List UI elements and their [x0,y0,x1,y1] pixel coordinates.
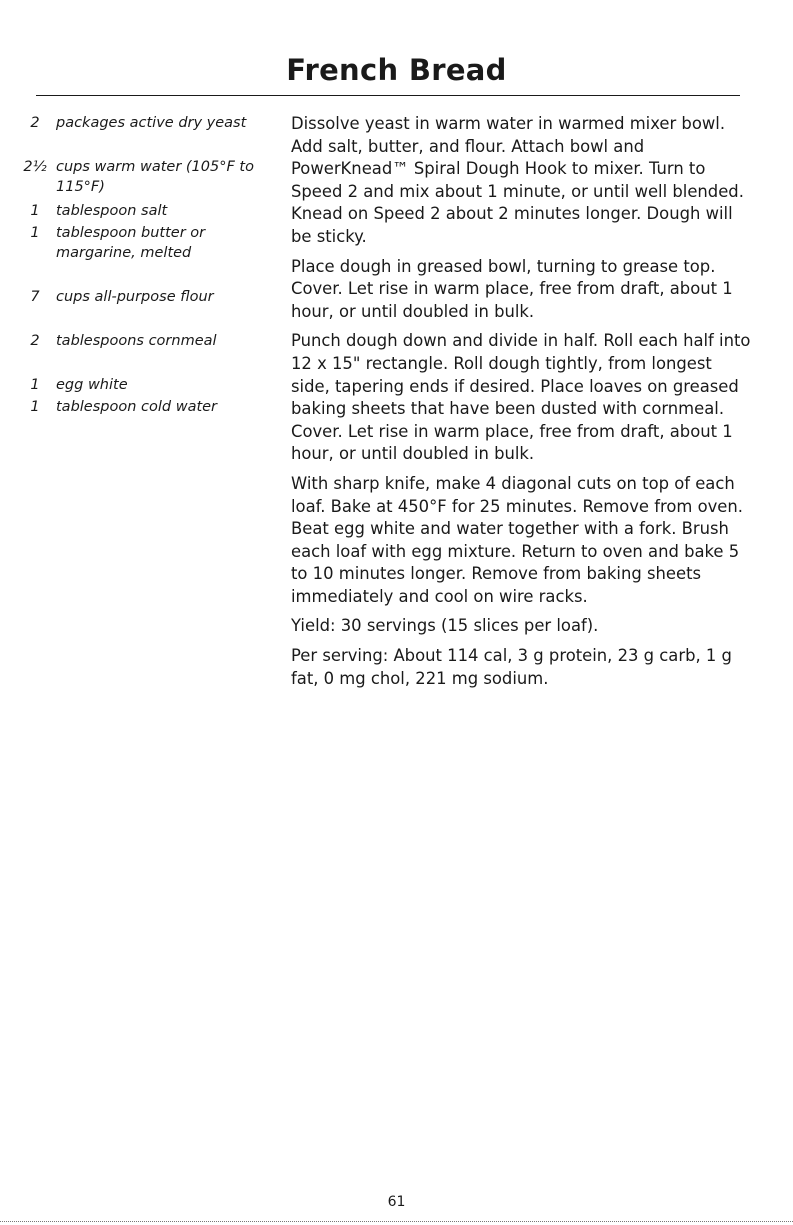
direction-paragraph: With sharp knife, make 4 diagonal cuts on top of each loaf. Bake at 450°F for 25 minutes. Remove from oven. Beat egg white and water together with a fork. Brush each loaf with egg mixture. Return to oven and bake 5 to 10 minutes longer. Remove from baking sheets immediately and cool on wire racks. [291,473,743,606]
direction-paragraph: Punch dough down and divide in half. Roll each half into 12 x 15" rectangle. Roll dough tightly, from longest side, tapering ends if desired. Place loaves on greased baking sheets that have been dusted with cornmeal. Cover. Let rise in warm place, free from draft, about 1 hour, or until doubled in bulk. [291,331,751,464]
ingredient-name: tablespoons cornmeal [56,333,217,349]
ingredient-item [20,113,282,157]
ingredient-item [20,223,282,287]
ingredient-quantity: 2 [30,333,40,349]
ingredient-name: tablespoon cold water [56,399,218,415]
ingredient-name: cups all-purpose flour [56,289,214,305]
recipe-directions [291,113,751,697]
title-divider [36,95,740,96]
ingredient-name: tablespoon salt [56,203,168,219]
ingredient-quantity: 1 [30,203,40,219]
ingredient-item [20,331,282,375]
ingredient-list [20,113,282,441]
ingredient-quantity: 2 [30,115,40,131]
page-number: 61 [387,1194,406,1210]
nutrition-text: Per serving: About 114 cal, 3 g protein, 23 g carb, 1 g fat, 0 mg chol, 221 mg sodium. [291,646,732,688]
ingredient-item [20,397,282,441]
direction-paragraph: Dissolve yeast in warm water in warmed mixer bowl. Add salt, butter, and flour. Attach bowl and PowerKnead™ Spiral Dough Hook to mixer. Turn to Speed 2 and mix about 1 minute, or until well blended. Knead on Speed 2 about 2 minutes longer. Dough will be sticky. [291,114,744,246]
ingredient-quantity: 1 [30,399,40,415]
ingredient-item [20,157,282,201]
ingredient-quantity: 1 [30,225,40,241]
ingredient-quantity: 7 [30,289,40,305]
page-title: French Bread [286,53,507,87]
ingredient-name: tablespoon butter or margarine, melted [56,225,206,261]
ingredient-name: packages active dry yeast [56,115,247,131]
ingredient-item [20,287,282,331]
ingredient-name: egg white [56,377,128,393]
ingredient-quantity: 2½ [23,159,47,175]
yield-text: Yield: 30 servings (15 slices per loaf). [291,616,599,636]
page-edge-divider [0,1221,793,1222]
direction-paragraph: Place dough in greased bowl, turning to grease top. Cover. Let rise in warm place, free from draft, about 1 hour, or until doubled in bulk. [291,256,733,321]
ingredient-item [20,375,282,397]
ingredient-item [20,201,282,223]
ingredient-quantity: 1 [30,377,40,393]
ingredient-name: cups warm water (105°F to 115°F) [56,159,254,195]
